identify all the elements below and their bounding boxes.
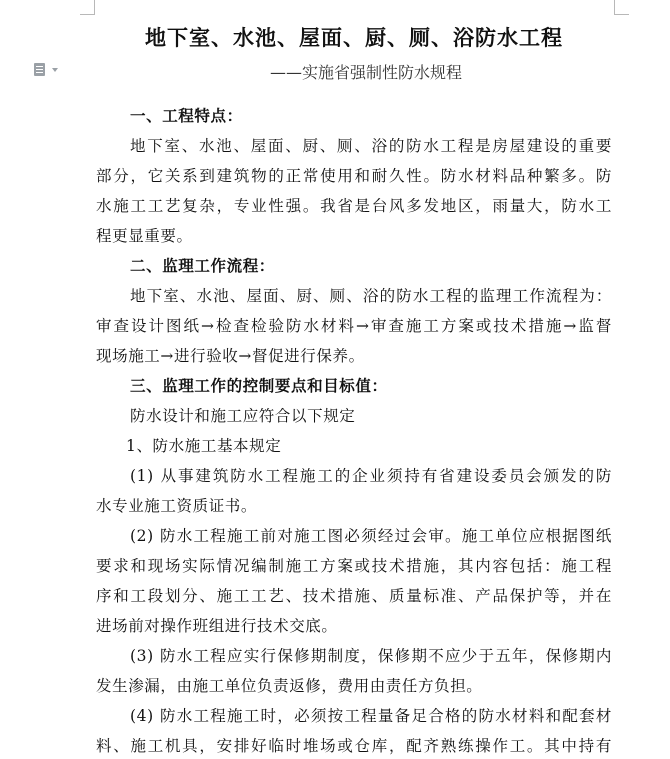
paragraph-line: (3) 防水工程应实行保修期制度，保修期不应少于五年，保修期内: [130, 647, 612, 665]
paragraph-line: 程更显重要。: [96, 227, 193, 245]
paragraph-line: 地下室、水池、屋面、厨、厕、浴的防水工程是房屋建设的重要: [130, 137, 612, 155]
page-corner-mark-left: [80, 0, 95, 15]
paragraph-line: (2) 防水工程施工前对施工图必须经过会审。施工单位应根据图纸: [130, 527, 612, 545]
document-icon[interactable]: [34, 63, 45, 76]
document-subtitle: ——实施省强制性防水规程: [269, 63, 462, 82]
paragraph-line: 料、施工机具，安排好临时堆场或仓库，配齐熟练操作工。其中持有: [96, 737, 612, 755]
subheading: 1、防水施工基本规定: [126, 437, 282, 455]
paragraph-line: 水施工工艺复杂，专业性强。我省是台风多发地区，雨量大，防水工: [96, 197, 612, 215]
paragraph-line: (1) 从事建筑防水工程施工的企业须持有省建设委员会颁发的防: [130, 467, 612, 485]
section-heading-3: 三、监理工作的控制要点和目标值：: [130, 376, 388, 395]
paragraph-line: 发生渗漏，由施工单位负责返修，费用由责任方负担。: [96, 677, 483, 695]
paragraph-line: 防水设计和施工应符合以下规定: [130, 407, 356, 425]
paragraph-line: 审查设计图纸→检查检验防水材料→审查施工方案或技术措施→监督: [96, 317, 612, 335]
paragraph-line: 要求和现场实际情况编制施工方案或技术措施，其内容包括：施工程: [96, 557, 612, 575]
paragraph-line: 进场前对操作班组进行技术交底。: [96, 617, 338, 635]
section-heading-2: 二、监理工作流程：: [130, 256, 275, 275]
chevron-down-icon[interactable]: [52, 68, 58, 72]
paragraph-line: 现场施工→进行验收→督促进行保养。: [96, 347, 365, 365]
paragraph-line: 地下室、水池、屋面、厨、厕、浴的防水工程的监理工作流程为：: [130, 287, 612, 305]
paragraph-line: 序和工段划分、施工工艺、技术措施、质量标准、产品保护等，并在: [96, 587, 612, 605]
paragraph-line: 部分，它关系到建筑物的正常使用和耐久性。防水材料品种繁多。防: [96, 167, 612, 185]
paragraph-line: (4) 防水工程施工时，必须按工程量备足合格的防水材料和配套材: [130, 707, 612, 725]
document-title: 地下室、水池、屋面、厨、厕、浴防水工程: [145, 25, 563, 50]
paragraph-line: 水专业施工资质证书。: [96, 497, 258, 515]
section-heading-1: 一、工程特点：: [130, 106, 243, 125]
page-corner-mark-right: [614, 0, 629, 15]
